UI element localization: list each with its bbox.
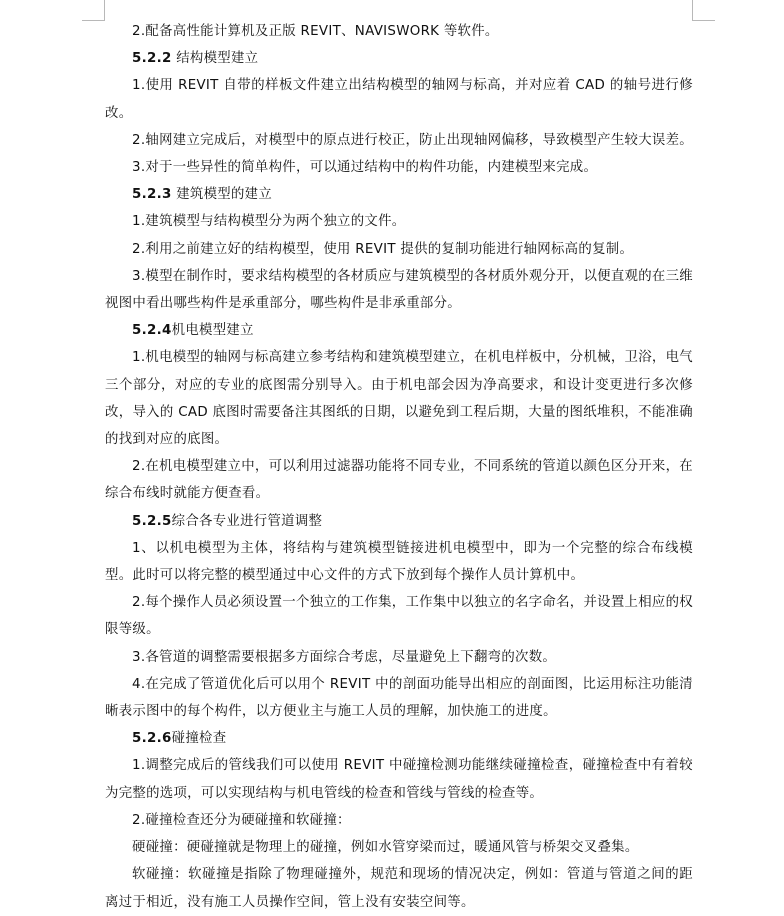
- section-title: 结构模型建立: [171, 51, 259, 67]
- paragraph: 1.机电模型的轴网与标高建立参考结构和建筑模型建立，在机电样板中，分机械，卫浴，电气三个部分，对应的专业的底图需分别导入。由于机电部会因为净高要求，和设计变更进行多次修改，导入的 CAD 底图时需要备注其图纸的日期，以避免到工程后期，大量的图纸堆积，不能准确的找到对应的底图。: [105, 350, 693, 448]
- section-title: 建筑模型的建立: [171, 187, 273, 203]
- paragraph: 2.碰撞检查还分为硬碰撞和软碰撞：: [132, 812, 351, 828]
- section-number: 5.2.3: [132, 187, 172, 203]
- section-title: 综合各专业进行管道调整: [171, 513, 323, 529]
- paragraph: 2.每个操作人员必须设置一个独立的工作集，工作集中以独立的名字命名，并设置上相应的权限等级。: [105, 595, 693, 638]
- paragraph: 3.对于一些异性的简单构件，可以通过结构中的构件功能，内建模型来完成。: [132, 160, 598, 176]
- paragraph: 硬碰撞：硬碰撞就是物理上的碰撞，例如水管穿梁而过，暖通风管与桥架交叉叠集。: [132, 840, 639, 856]
- section-heading: [105, 181, 693, 208]
- paragraph: 1.使用 REVIT 自带的样板文件建立出结构模型的轴网与标高，并对应着 CAD 的轴号进行修改。: [105, 78, 693, 121]
- paragraph: 2.利用之前建立好的结构模型，使用 REVIT 提供的复制功能进行轴网标高的复制。: [132, 241, 634, 257]
- paragraph: 1、以机电模型为主体，将结构与建筑模型链接进机电模型中，即为一个完整的综合布线模型。此时可以将完整的模型通过中心文件的方式下放到每个操作人员计算机中。: [105, 540, 693, 584]
- paragraph: 2.在机电模型建立中，可以利用过滤器功能将不同专业，不同系统的管道以颜色区分开来，在综合布线时就能方便查看。: [105, 459, 693, 502]
- section-heading: [105, 45, 693, 72]
- paragraph: 1.建筑模型与结构模型分为两个独立的文件。: [132, 214, 406, 230]
- paragraph: 3.各管道的调整需要根据多方面综合考虑，尽量避免上下翻弯的次数。: [132, 649, 557, 665]
- section-title: 碰撞检查: [171, 731, 227, 747]
- crop-mark-top-left: [82, 0, 105, 21]
- section-number: 5.2.5: [132, 513, 172, 529]
- paragraph: 4.在完成了管道优化后可以用个 REVIT 中的剖面功能导出相应的剖面图，比运用标注功能清晰表示图中的每个构件，以方便业主与施工人员的理解，加快施工的进度。: [105, 676, 693, 720]
- paragraph: 3.模型在制作时，要求结构模型的各材质应与建筑模型的各材质外观分开，以便直观的在三维视图中看出哪些构件是承重部分，哪些构件是非承重部分。: [105, 268, 693, 312]
- document-body: [105, 18, 693, 916]
- paragraph: 2.配备高性能计算机及正版 REVIT、NAVISWORK 等软件。: [132, 24, 499, 39]
- section-heading: [105, 725, 693, 752]
- section-number: 5.2.6: [132, 731, 172, 747]
- section-heading: [105, 317, 693, 344]
- crop-mark-top-right: [692, 0, 715, 21]
- paragraph: 软碰撞：软碰撞是指除了物理碰撞外，规范和现场的情况决定，例如：管道与管道之间的距离过于相近，没有施工人员操作空间，管上没有安装空间等。: [105, 867, 693, 910]
- section-heading: [105, 508, 693, 535]
- paragraph: 2.轴网建立完成后，对模型中的原点进行校正，防止出现轴网偏移，导致模型产生较大误差。: [132, 132, 693, 148]
- section-number: 5.2.4: [132, 323, 172, 339]
- paragraph: 1.调整完成后的管线我们可以使用 REVIT 中碰撞检测功能继续碰撞检查，碰撞检查中有着较为完整的选项，可以实现结构与机电管线的检查和管线与管线的检查等。: [105, 758, 693, 801]
- section-title: 机电模型建立: [171, 323, 254, 339]
- section-number: 5.2.2: [132, 51, 172, 67]
